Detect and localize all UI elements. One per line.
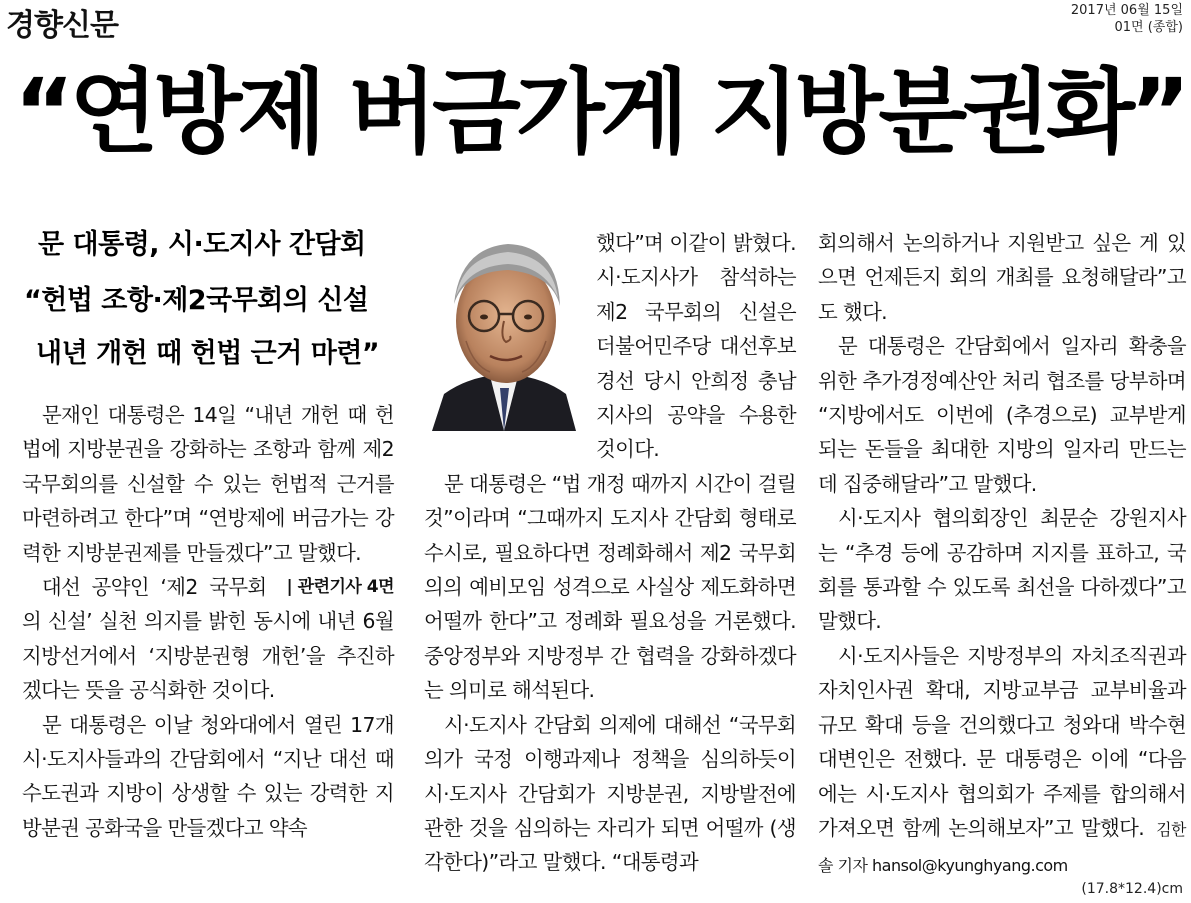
paragraph-8-text: 시·도지사들은 지방정부의 자치조직권과 자치인사권 확대, 지방교부금 교부비율과 규모 확대 등을 건의했다고 청와대 박수현 대변인은 전했다. 문 대통령은 이에 “다음에는 시·도지사 협의회가 주제를 합의해서 가져오면 함께 논의해보자”고 말했다.	[818, 643, 1186, 840]
paragraph-3: 문 대통령은 이날 청와대에서 열린 17개 시·도지사들과의 간담회에서 “지난 대선 때 수도권과 지방이 상생할 수 있는 강력한 지방분권 공화국을 만들겠다고 약속	[22, 712, 394, 840]
subheadline-2: “헌법 조항·제2국무회의 신설	[24, 285, 369, 316]
paragraph-4: 문 대통령은 “법 개정 때까지 시간이 걸릴 것”이라며 “그때까지 도지사 간담회 형태로 수시로, 필요하다면 정례화해서 제2 국무회의의 예비모임 성격으로 사실상 제도화하면 어떨까 한다”고 정례화 필요성을 거론했다. 중앙정부와 지방정부 간 협력을 강화하겠다는 의미로 해석된다.	[424, 471, 796, 703]
paragraph-2: 대선 공약인 ‘제2 국무회의 신설’ 실천 의지를 밝힌 동시에 내년 6월 지방선거에서 ‘지방분권형 개헌’을 추진하겠다는 뜻을 공식화한 것이다.	[22, 575, 394, 703]
article-column-2	[424, 226, 796, 880]
paragraph-5-continued: 회의해서 논의하거나 지원받고 싶은 게 있으면 언제든지 회의 개최를 요청해달라”고도 했다.	[818, 231, 1186, 324]
president-portrait-photo	[424, 226, 584, 431]
reporter-byline: 김한솔 기자 hansol@kyunghyang.com	[818, 819, 1186, 876]
article-column-1	[22, 398, 394, 845]
related-article-link[interactable]: | 관련기사 4면	[286, 577, 394, 598]
paragraph-1	[22, 398, 394, 598]
subheadline-1: 문 대통령, 시·도지사 간담회	[38, 229, 366, 260]
page-section: 01면 (종합)	[1114, 20, 1183, 35]
article-size-note: (17.8*12.4)cm	[1081, 881, 1183, 897]
article-column-3	[818, 226, 1186, 884]
headline: “연방제 버금가게 지방분권화”	[14, 59, 1186, 166]
publication-info	[1071, 2, 1183, 36]
paragraph-8	[818, 639, 1186, 884]
paragraph-6: 문 대통령은 간담회에서 일자리 확충을 위한 추가경정예산안 처리 협조를 당부하며 “지방에서도 이번에 (추경으로) 교부받게 되는 돈들을 최대한 지방의 일자리 만드는 데 집중해달라”고 말했다.	[818, 334, 1186, 496]
publication-date: 2017년 06월 15일	[1070, 3, 1183, 18]
subheadline-3: 내년 개헌 때 헌법 근거 마련”	[36, 338, 380, 369]
paragraph-1-text: 문재인 대통령은 14일 “내년 개헌 때 헌법에 지방분권을 강화하는 조항과 함께 제2 국무회의를 신설할 수 있는 헌법적 근거를 마련하려고 한다”며 “연방제에 버금가는 강력한 지방분권제를 만들겠다”고 말했다.	[22, 403, 394, 565]
paragraph-3-continued: 했다”며 이같이 밝혔다. 시·도지사가 참석하는 제2 국무회의 신설은 더불어민주당 대선후보경선 당시 안희정 충남지사의 공약을 수용한 것이다.	[596, 231, 796, 462]
paragraph-5: 시·도지사 간담회 의제에 대해선 “국무회의가 국정 이행과제나 정책을 심의하듯이 시·도지사 간담회가 지방분권, 지방발전에 관한 것을 심의하는 자리가 되면 어떨까 (생각한다)”라고 말했다. “대통령과	[424, 712, 796, 875]
paragraph-7: 시·도지사 협의회장인 최문순 강원지사는 “추경 등에 공감하며 지지를 표하고, 국회를 통과할 수 있도록 최선을 다하겠다”고 말했다.	[818, 506, 1186, 634]
newspaper-masthead: 경향신문	[6, 8, 118, 43]
